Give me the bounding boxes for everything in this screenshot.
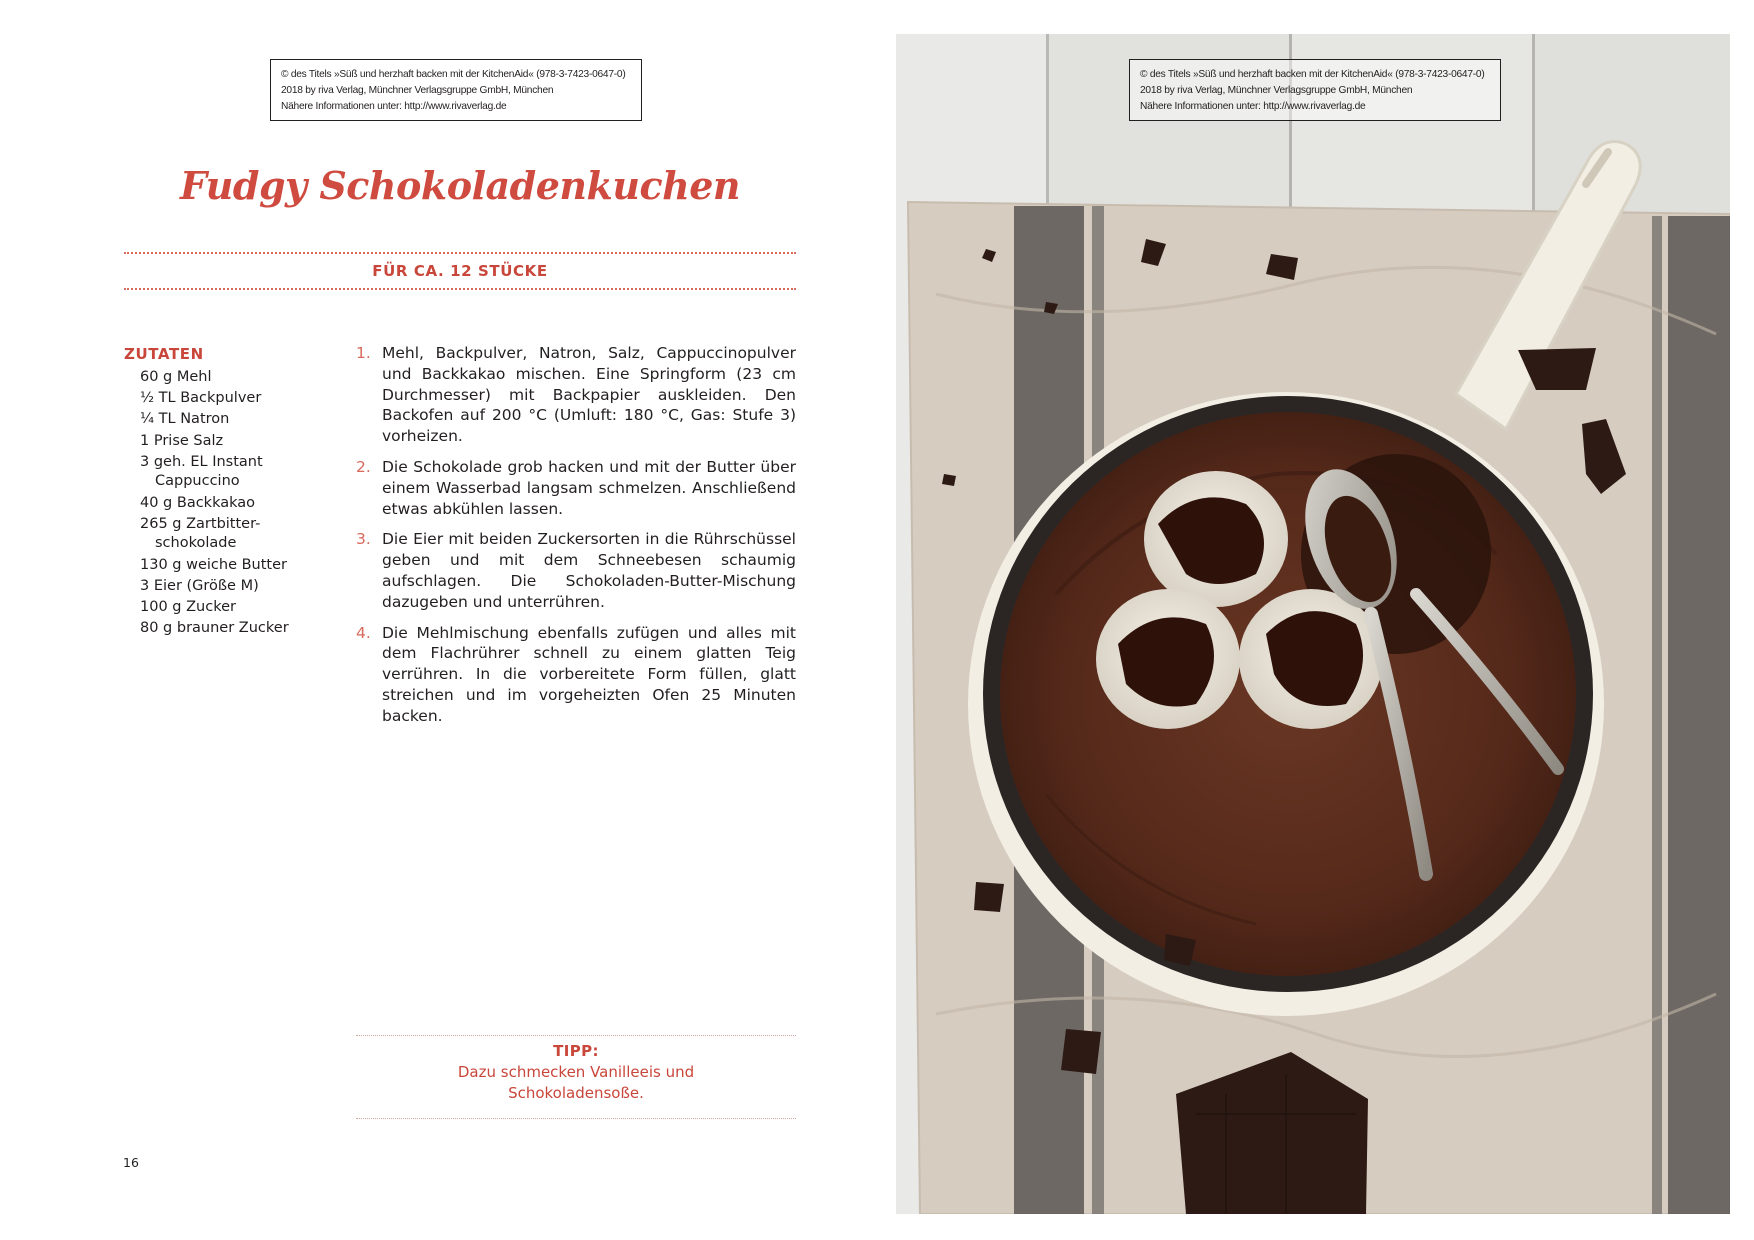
step-text: Die Eier mit beiden Zuckersorten in die Rührschüssel geben und mit dem Schneebesen schaumig aufschlagen. Die Schokoladen-Butter-Mischung dazugeben und unterrühren. [382,530,796,611]
ingredient-item [140,515,340,554]
divider-servings [124,288,796,290]
ingredient-line: ½ TL Backpulver [140,390,262,407]
instruction-step [356,457,796,519]
instruction-step [356,623,796,727]
ingredient-line: ¼ TL Natron [140,411,230,428]
copyright-line-2: 2018 by riva Verlag, Münchner Verlagsgruppe GmbH, München [1140,85,1413,96]
instructions-list [356,343,796,737]
ingredient-line: 3 Eier (Größe M) [140,577,259,594]
step-text: Die Mehlmischung ebenfalls zufügen und alles mit dem Flachrührer schnell zu einem glatten Teig verrühren. In die vorbereitete Form füllen, glatt streichen und im vorgeheizten Ofen 25 Minuten backen. [382,623,796,725]
tip-heading: TIPP: [553,1042,599,1060]
step-number: 2. [356,457,371,476]
instruction-step [356,343,796,447]
copyright-notice [270,59,642,121]
copyright-line-3: Nähere Informationen unter: http://www.rivaverlag.de [1140,101,1366,112]
ingredient-line: 265 g Zartbitter- [140,515,261,532]
ingredient-item [140,368,340,388]
ingredients-list [140,368,340,640]
page-number: 16 [123,1155,139,1170]
ingredient-line: 40 g Backkakao [140,494,256,511]
ingredient-item [140,410,340,430]
ingredient-item [140,494,340,514]
ingredient-continuation: Cappuccino [155,473,240,490]
ingredient-line: 130 g weiche Butter [140,556,287,573]
copyright-line-1: © des Titels »Süß und herzhaft backen mit der KitchenAid« (978-3-7423-0647-0) [1140,69,1485,80]
photo-illustration [896,34,1730,1214]
step-text: Mehl, Backpulver, Natron, Salz, Cappuccinopulver und Backkakao mischen. Eine Springform (23 cm Durchmesser) mit Backpapier auskleiden. Den Backofen auf 200 °C (Umluft: 180 °C, Gas: Stufe 3) vorheizen. [382,344,796,446]
ingredient-item [140,389,340,409]
step-number: 1. [356,344,371,362]
servings: FÜR CA. 12 STÜCKE [372,262,548,280]
divider-tip-bottom [356,1118,796,1119]
ingredient-line: 60 g Mehl [140,369,212,385]
copyright-line-1: © des Titels »Süß und herzhaft backen mit der KitchenAid« (978-3-7423-0647-0) [281,69,626,80]
step-number: 4. [356,623,371,642]
step-number: 3. [356,530,371,549]
ingredient-item [140,432,340,452]
ingredient-item [140,556,340,576]
copyright-notice-photo [1129,59,1501,121]
ingredient-line: 3 geh. EL Instant [140,453,263,470]
ingredient-line: 100 g Zucker [140,598,236,615]
ingredients-heading: ZUTATEN [124,345,204,363]
ingredient-item [140,453,340,492]
copyright-line-3: Nähere Informationen unter: http://www.rivaverlag.de [281,101,507,112]
tip-text: Dazu schmecken Vanilleeis und Schokoladensoße. [457,1063,695,1102]
step-text: Die Schokolade grob hacken und mit der Butter über einem Wasserbad langsam schmelzen. Anschließend etwas abkühlen lassen. [382,457,796,518]
divider-tip-top [356,1035,796,1036]
ingredient-line: 1 Prise Salz [140,432,224,449]
ingredient-line: 80 g brauner Zucker [140,620,289,637]
divider-top [124,252,796,254]
ingredient-item [140,598,340,618]
recipe-title: Fudgy Schokoladenkuchen [179,163,741,208]
ingredient-continuation: schokolade [155,535,237,552]
ingredient-item [140,577,340,597]
ingredient-item [140,619,340,639]
recipe-photo [896,34,1730,1214]
copyright-line-2: 2018 by riva Verlag, Münchner Verlagsgruppe GmbH, München [281,85,554,96]
instruction-step [356,529,796,612]
